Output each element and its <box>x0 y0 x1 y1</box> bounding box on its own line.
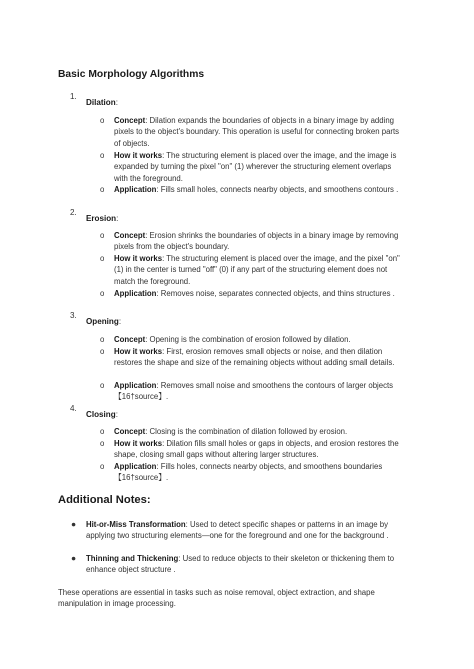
section-heading-opening: Opening: <box>86 317 122 326</box>
bullet-text: Concept: Dilation expands the boundaries of objects in a binary image by adding pixels to the object's boundary. This operation is useful for connecting broken parts of objects. <box>114 116 400 148</box>
note-text: Thinning and Thickening: Used to reduce objects to their skeleton or thickening them to enhance object structure . <box>86 554 395 575</box>
item-number: 3. <box>70 311 77 320</box>
bullet-text: Concept: Closing is the combination of dilation followed by erosion. <box>114 427 348 436</box>
bullet-text: Application: Removes small noise and smoothens the contours of larger objects【16†source】. <box>114 381 394 402</box>
circle-bullet-icon: o <box>100 185 105 194</box>
circle-bullet-icon: o <box>100 347 105 356</box>
note-text: Hit-or-Miss Transformation: Used to detect specific shapes or patterns in an image by applying two structuring elements—one for the foreground and one for the background . <box>86 520 389 541</box>
section-name: Erosion <box>86 214 117 223</box>
notes-heading: Additional Notes: <box>58 494 151 506</box>
bullet-text: Concept: Erosion shrinks the boundaries of objects in a binary image by removing pixels from the object's boundary. <box>114 231 399 252</box>
bullet-text: How it works: The structuring element is placed over the image, and the image is expanded by turning the pixel "on" (1) wherever the structuring element overlaps with the foreground. <box>114 151 397 183</box>
circle-bullet-icon: o <box>100 427 105 436</box>
section-name: Closing <box>86 410 116 419</box>
circle-bullet-icon: o <box>100 151 105 160</box>
bullet-text: How it works: The structuring element is placed over the image, and the pixel "on" (1) in the center is turned "off" (0) if any part of the structuring element does not match the foreground. <box>114 254 400 286</box>
circle-bullet-icon: o <box>100 462 105 471</box>
section-heading-closing: Closing: <box>86 410 118 419</box>
bullet-text: Application: Fills holes, connects nearby objects, and smoothens boundaries【16†source】. <box>114 462 383 483</box>
circle-bullet-icon: o <box>100 289 105 298</box>
dot-bullet-icon: ● <box>71 553 77 563</box>
circle-bullet-icon: o <box>100 231 105 240</box>
bullet-text: How it works: Dilation fills small holes or gaps in objects, and erosion restores the shape, closing small gaps without altering larger structures. <box>114 439 399 460</box>
circle-bullet-icon: o <box>100 439 105 448</box>
dot-bullet-icon: ● <box>71 519 77 529</box>
closing-paragraph: These operations are essential in tasks such as noise removal, object extraction, and shape manipulation in image processing. <box>58 588 375 609</box>
bullet-text: Concept: Opening is the combination of erosion followed by dilation. <box>114 335 351 344</box>
section-name: Dilation <box>86 98 116 107</box>
page-title: Basic Morphology Algorithms <box>58 69 205 80</box>
item-number: 4. <box>70 404 77 413</box>
section-heading-dilation: Dilation: <box>86 98 118 107</box>
circle-bullet-icon: o <box>100 116 105 125</box>
bullet-text: How it works: First, erosion removes small objects or noise, and then dilation restores the shape and size of the remaining objects without adding small details. <box>114 347 395 368</box>
circle-bullet-icon: o <box>100 335 105 344</box>
item-number: 1. <box>70 92 77 101</box>
section-name: Opening <box>86 317 119 326</box>
circle-bullet-icon: o <box>100 381 105 390</box>
circle-bullet-icon: o <box>100 254 105 263</box>
section-heading-erosion: Erosion: <box>86 214 119 223</box>
bullet-text: Application: Fills small holes, connects nearby objects, and smoothens contours . <box>114 185 399 194</box>
bullet-text: Application: Removes noise, separates connected objects, and thins structures . <box>114 289 395 298</box>
item-number: 2. <box>70 208 77 217</box>
